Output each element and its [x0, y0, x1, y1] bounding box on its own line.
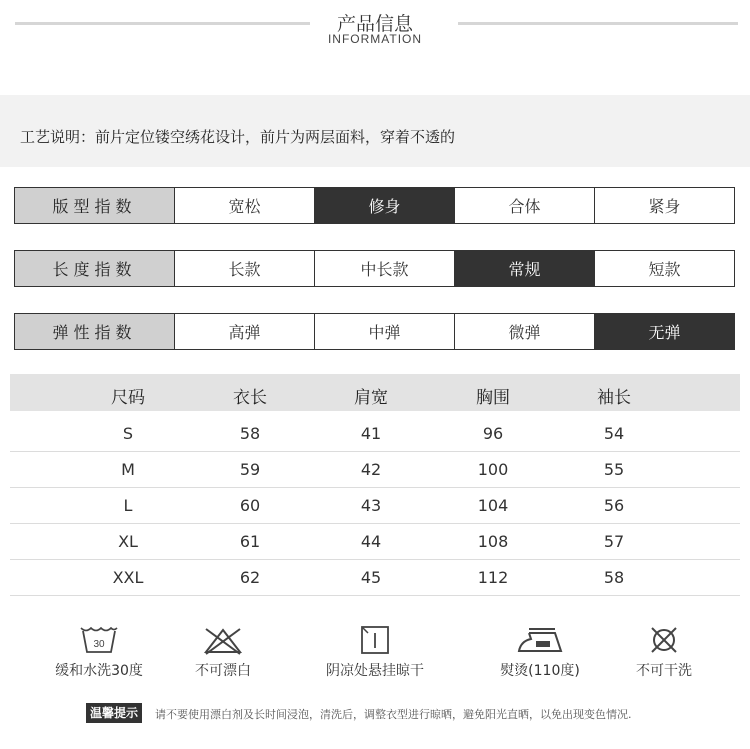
- wash-30-icon: [79, 625, 119, 655]
- table-row: [10, 416, 740, 452]
- cell-sleeve: 58: [603, 568, 625, 587]
- cell-size: L: [123, 496, 133, 515]
- table-row: [10, 488, 740, 524]
- length-option-midlong: 中长款: [315, 250, 455, 287]
- size-table-header: [10, 374, 740, 411]
- cell-sleeve: 54: [603, 424, 625, 443]
- stretch-index-row: [14, 313, 735, 350]
- cell-sleeve: 57: [603, 532, 625, 551]
- cell-size: M: [121, 460, 135, 479]
- cell-size: XL: [118, 532, 138, 551]
- cell-length: 59: [239, 460, 261, 479]
- care-label-iron: 熨烫(110度): [500, 663, 580, 679]
- cell-size: XXL: [112, 568, 144, 587]
- care-wash: [44, 625, 154, 680]
- length-index-label: 长度指数: [14, 250, 175, 287]
- length-option-regular: 常规: [455, 250, 595, 287]
- cell-length: 60: [239, 496, 261, 515]
- hang-dry-shade-icon: [360, 625, 390, 655]
- section-subtitle: INFORMATION: [327, 32, 423, 46]
- length-option-long: 长款: [175, 250, 315, 287]
- tip-text: 请不要使用漂白剂及长时间浸泡，清洗后，调整衣型进行晾晒，避免阳光直晒，以免出现变色情况.: [155, 708, 632, 721]
- wash-temp-text: 30: [93, 639, 105, 650]
- cell-length: 62: [239, 568, 261, 587]
- cell-shoulder: 43: [360, 496, 382, 515]
- cell-length: 58: [239, 424, 261, 443]
- cell-length: 61: [239, 532, 261, 551]
- stretch-option-none: 无弹: [595, 313, 735, 350]
- cell-sleeve: 56: [603, 496, 625, 515]
- cell-shoulder: 41: [360, 424, 382, 443]
- cell-shoulder: 42: [360, 460, 382, 479]
- fit-option-slim: 修身: [315, 187, 455, 224]
- length-option-short: 短款: [595, 250, 735, 287]
- section-title: 产品信息: [336, 13, 413, 35]
- care-dryclean: [624, 625, 704, 680]
- header-bust: 胸围: [476, 388, 510, 408]
- cell-size: S: [122, 424, 134, 443]
- cell-bust: 104: [477, 496, 509, 515]
- fit-option-regular: 合体: [455, 187, 595, 224]
- table-row: [10, 524, 740, 560]
- fit-index-label: 版型指数: [14, 187, 175, 224]
- fit-option-tight: 紧身: [595, 187, 735, 224]
- header-size: 尺码: [111, 388, 145, 408]
- cell-bust: 108: [477, 532, 509, 551]
- tip-badge: 温馨提示: [86, 703, 142, 723]
- cell-shoulder: 44: [360, 532, 382, 551]
- header-shoulder: 肩宽: [354, 388, 388, 408]
- stretch-option-medium: 中弹: [315, 313, 455, 350]
- stretch-index-label: 弹性指数: [14, 313, 175, 350]
- header-length: 衣长: [233, 388, 267, 408]
- care-dry: [313, 625, 437, 680]
- care-label-bleach: 不可漂白: [195, 663, 251, 679]
- table-row: [10, 560, 740, 596]
- fit-option-loose: 宽松: [175, 187, 315, 224]
- stretch-option-high: 高弹: [175, 313, 315, 350]
- cell-bust: 112: [477, 568, 509, 587]
- header-sleeve: 袖长: [597, 388, 631, 408]
- table-row: [10, 452, 740, 488]
- stretch-option-slight: 微弹: [455, 313, 595, 350]
- care-label-dry: 阴凉处悬挂晾干: [326, 663, 424, 679]
- iron-110-icon: [515, 625, 565, 655]
- care-iron: [490, 625, 590, 680]
- cell-bust: 100: [477, 460, 509, 479]
- cell-bust: 96: [482, 424, 504, 443]
- fit-index-row: [14, 187, 735, 224]
- cell-shoulder: 45: [360, 568, 382, 587]
- care-bleach: [178, 625, 268, 680]
- cell-sleeve: 55: [603, 460, 625, 479]
- length-index-row: [14, 250, 735, 287]
- care-label-dryclean: 不可干洗: [636, 663, 692, 679]
- craft-description: 工艺说明：前片定位镂空绣花设计，前片为两层面料，穿着不透的: [20, 128, 456, 146]
- care-label-wash: 缓和水洗30度: [55, 663, 143, 679]
- no-dry-clean-icon: [647, 625, 681, 655]
- no-bleach-icon: [202, 625, 244, 655]
